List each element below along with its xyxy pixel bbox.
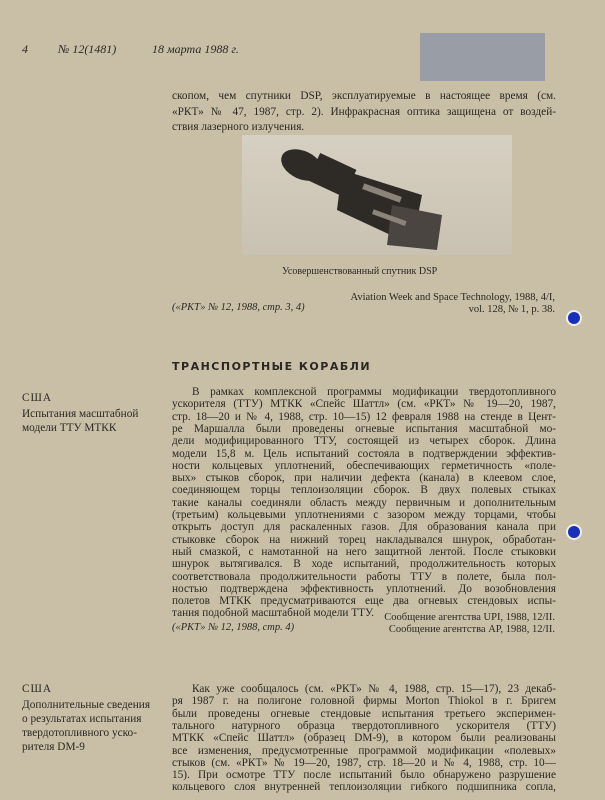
- binder-hole: [566, 310, 582, 326]
- article-title-line: Испытания масштабной: [22, 408, 139, 420]
- section-heading: ТРАНСПОРТНЫЕ КОРАБЛИ: [172, 360, 372, 373]
- text-line: ный смазкой, с намотанной на него защитной лентой. После стыковки: [172, 545, 556, 558]
- text-line: шнурок вытягивался. В ходе испытаний, продолжительность которых: [172, 558, 556, 571]
- text-line: тального натурного образца твердотопливного ускорителя (ТТУ): [172, 719, 556, 732]
- text-line: соответствовала продолжительности работы ТТУ в полете, была пол-: [172, 570, 556, 583]
- text-line: такие каналы соединяли область между первичным и дополнительным: [172, 496, 556, 509]
- source-line: Aviation Week and Space Technology, 1988, 4/I,: [350, 292, 555, 303]
- article1-reference: («РКТ» № 12, 1988, стр. 3, 4): [172, 302, 305, 313]
- article-title-line: рителя DM-9: [22, 741, 85, 753]
- text-line: В рамках комплексной программы модификации твердотопливного: [192, 386, 556, 398]
- source-line: vol. 128, № 1, p. 38.: [468, 304, 555, 315]
- article3-sidebar: [22, 682, 162, 754]
- source-line: Сообщение агентства AP, 1988, 12/II.: [388, 624, 555, 635]
- text-line: ря 1987 г. на полигоне головной фирмы Morton Thiokol в г. Бригем: [172, 695, 556, 708]
- text-line: (третьим) кольцевыми уплотнениями с зазором между торцами, чтобы: [172, 509, 556, 521]
- article1-source: [351, 292, 555, 316]
- text-line: все изменения, предусмотренные программой модификации «полевых»: [172, 744, 556, 757]
- issue-number: № 12(1481): [58, 42, 117, 56]
- text-line: вых» стыков сборок, при наличии дефекта (канала) в клеевом слое,: [172, 472, 556, 485]
- text-line: соединяющем торцы теплоизоляции сборок. В двух полевых стыках: [172, 484, 556, 497]
- text-line: ускорителя (ТТУ) МТКК «Спейс Шаттл» (см. «РКТ» № 19—20, 1987,: [172, 398, 556, 411]
- text-line: ностью подтверждена эффективность уплотнений. До возобновления: [172, 582, 556, 595]
- satellite-photo: [242, 135, 512, 255]
- country-label: США: [22, 392, 53, 404]
- text-line: 15). При осмотре ТТУ после испытаний было обнаружено разрушение: [172, 769, 556, 782]
- article2-source: [384, 612, 555, 636]
- text-line: ствия лазерного излучения.: [172, 121, 305, 133]
- text-line: ре Маршалла были проведены огневые испытания масштабной мо-: [172, 422, 556, 435]
- text-line: дели модифицированного ТТУ, состоящей из четырех сборок. Длина: [172, 435, 556, 448]
- article-title-line: твердотопливного уско-: [22, 727, 137, 739]
- page-number: 4: [22, 42, 28, 56]
- text-line: полетов МТКК предусматриваются еще два огневых стендовых испы-: [172, 595, 556, 608]
- binder-hole: [566, 524, 582, 540]
- text-line: были проведены огневые стендовые испытания третьего эксперимен-: [172, 707, 556, 720]
- article2-sidebar: [22, 391, 162, 435]
- text-line: стыковке сборок на нижний торец накладывался шнурок, обработан-: [172, 533, 556, 546]
- text-line: модели 15,8 м. Цель испытаний состояла в подтверждении эффектив-: [172, 447, 556, 460]
- text-line: открыть доступ для раскаленных газов. Для образования канала при: [172, 521, 556, 534]
- source-line: Сообщение агентства UPI, 1988, 12/II.: [384, 612, 555, 623]
- text-line: стыков (см. «РКТ» № 19—20, 1987, стр. 18—20 и № 4, 1988, стр. 10—: [172, 756, 556, 769]
- issue-date: 18 марта 1988 г.: [152, 42, 239, 56]
- article-title-line: о результатах испытания: [22, 713, 142, 725]
- satellite-image: [242, 135, 512, 255]
- text-line: тания подобной масштабной модели ТТУ.: [172, 607, 374, 620]
- article-title-line: Дополнительные сведения: [22, 699, 151, 711]
- library-stamp: [420, 33, 545, 81]
- text-line: МТКК «Спейс Шаттл» (образец DM-9), в котором были реализованы: [172, 732, 556, 745]
- country-label: США: [22, 683, 53, 695]
- figure-caption: Усовершенствованный спутник DSP: [282, 266, 438, 277]
- text-line: кольцевого слоя внутренней теплоизоляции гибкого подшипника сопла,: [172, 781, 556, 794]
- text-line: стр. 18—20 и № 4, 1988, стр. 10—15) 12 февраля 1988 на стенде в Цент-: [172, 410, 556, 423]
- article-title-line: модели ТТУ МТКК: [22, 422, 117, 434]
- text-line: Как уже сообщалось (см. «РКТ» № 4, 1988, стр. 15—17), 23 декаб-: [192, 683, 556, 695]
- article2-reference: («РКТ» № 12, 1988, стр. 4): [172, 622, 295, 633]
- text-line: «РКТ» № 47, 1987, стр. 2). Инфракрасная оптика защищена от воздей-: [172, 105, 556, 118]
- text-line: скопом, чем спутники DSP, эксплуатируемые в настоящее время (см.: [172, 90, 556, 102]
- text-line: ности кольцевых уплотнений, обеспечивающих герметичность «поле-: [172, 459, 556, 472]
